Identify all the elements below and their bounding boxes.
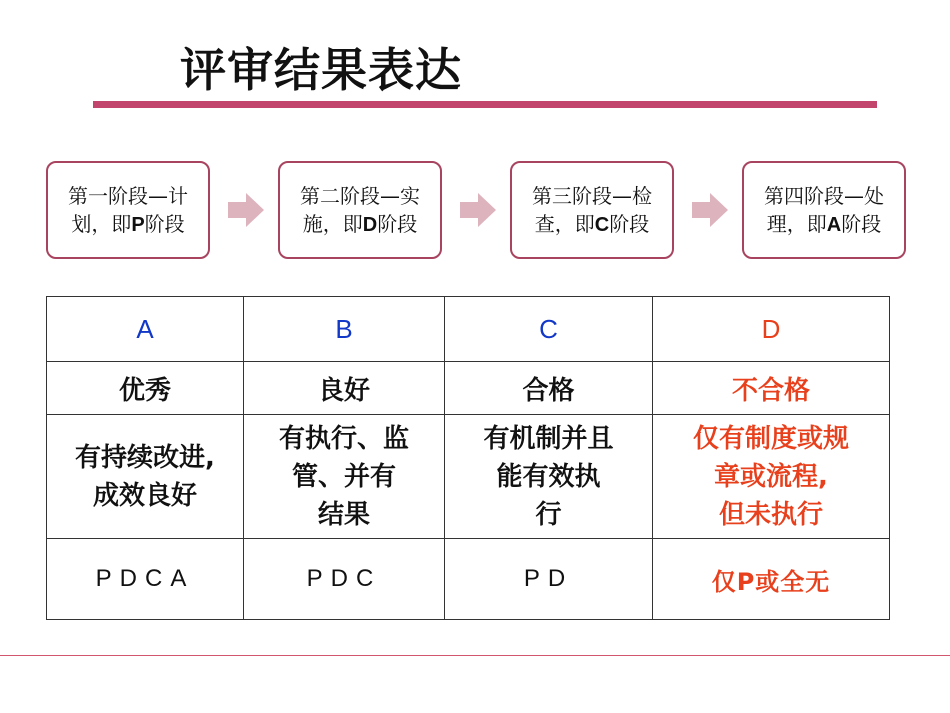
description-line: 仅有制度或规	[692, 423, 849, 454]
description-cell	[653, 415, 890, 539]
description-line: 有执行、监	[278, 423, 409, 454]
stage-line1: 第三阶段—检	[532, 183, 652, 208]
stage-box-do	[278, 161, 442, 259]
footer-divider	[0, 655, 950, 656]
title-underline	[93, 101, 877, 108]
stage-text	[68, 182, 188, 239]
cycle-cell: 仅P或全无	[653, 539, 890, 620]
description-line: 有持续改进,	[75, 442, 215, 473]
stage-line2-post: 阶段	[609, 211, 650, 236]
right-arrow-icon	[460, 193, 496, 227]
stage-box-act	[742, 161, 906, 259]
stage-text	[764, 182, 884, 239]
description-line: 但未执行	[718, 499, 823, 530]
table-row-levels	[47, 362, 890, 415]
stage-line1: 第四阶段—处	[764, 183, 884, 208]
stage-line2	[532, 210, 652, 239]
grade-cell: B	[244, 297, 445, 362]
grade-cell: A	[47, 297, 244, 362]
stage-line1: 第一阶段—计	[68, 183, 188, 208]
table-row-cycles	[47, 539, 890, 620]
stage-letter: A	[826, 213, 842, 236]
cycle-cell: PDC	[244, 539, 445, 620]
stage-text	[300, 182, 420, 239]
right-arrow-icon	[692, 193, 728, 227]
description-cell	[244, 415, 445, 539]
stage-line1: 第二阶段—实	[300, 183, 420, 208]
grade-cell: C	[445, 297, 653, 362]
description-line: 能有效执	[496, 461, 601, 492]
description-line: 管、并有	[291, 461, 396, 492]
level-cell: 优秀	[47, 362, 244, 415]
stage-line2	[300, 210, 420, 239]
description-line: 行	[535, 499, 562, 530]
level-cell: 不合格	[653, 362, 890, 415]
grade-cell: D	[653, 297, 890, 362]
level-cell: 合格	[445, 362, 653, 415]
stage-line2-post: 阶段	[144, 211, 185, 236]
stage-letter: C	[594, 213, 610, 236]
description-line: 章或流程,	[714, 461, 828, 492]
cycle-cell: PD	[445, 539, 653, 620]
page-title: 评审结果表达	[180, 43, 462, 97]
cycle-cell: PDCA	[47, 539, 244, 620]
level-cell: 良好	[244, 362, 445, 415]
description-line: 结果	[317, 499, 370, 530]
right-arrow-icon	[228, 193, 264, 227]
description-line: 有机制并且	[483, 423, 614, 454]
table-row-grades	[47, 297, 890, 362]
stage-text	[532, 182, 652, 239]
stage-line2-pre: 理，即	[766, 211, 827, 236]
stage-line2-pre: 划，即	[71, 211, 132, 236]
stage-letter: D	[362, 213, 378, 236]
stage-line2	[764, 210, 884, 239]
stage-letter: P	[131, 213, 145, 236]
stage-line2-pre: 查，即	[534, 211, 595, 236]
description-cell	[47, 415, 244, 539]
stage-line2-post: 阶段	[841, 211, 882, 236]
stage-box-check	[510, 161, 674, 259]
stage-line2	[68, 210, 188, 239]
table-row-descriptions	[47, 415, 890, 539]
stage-box-plan	[46, 161, 210, 259]
description-line: 成效良好	[92, 480, 197, 511]
stage-line2-pre: 施，即	[302, 211, 363, 236]
description-cell	[445, 415, 653, 539]
grade-table	[46, 296, 890, 620]
stage-line2-post: 阶段	[377, 211, 418, 236]
